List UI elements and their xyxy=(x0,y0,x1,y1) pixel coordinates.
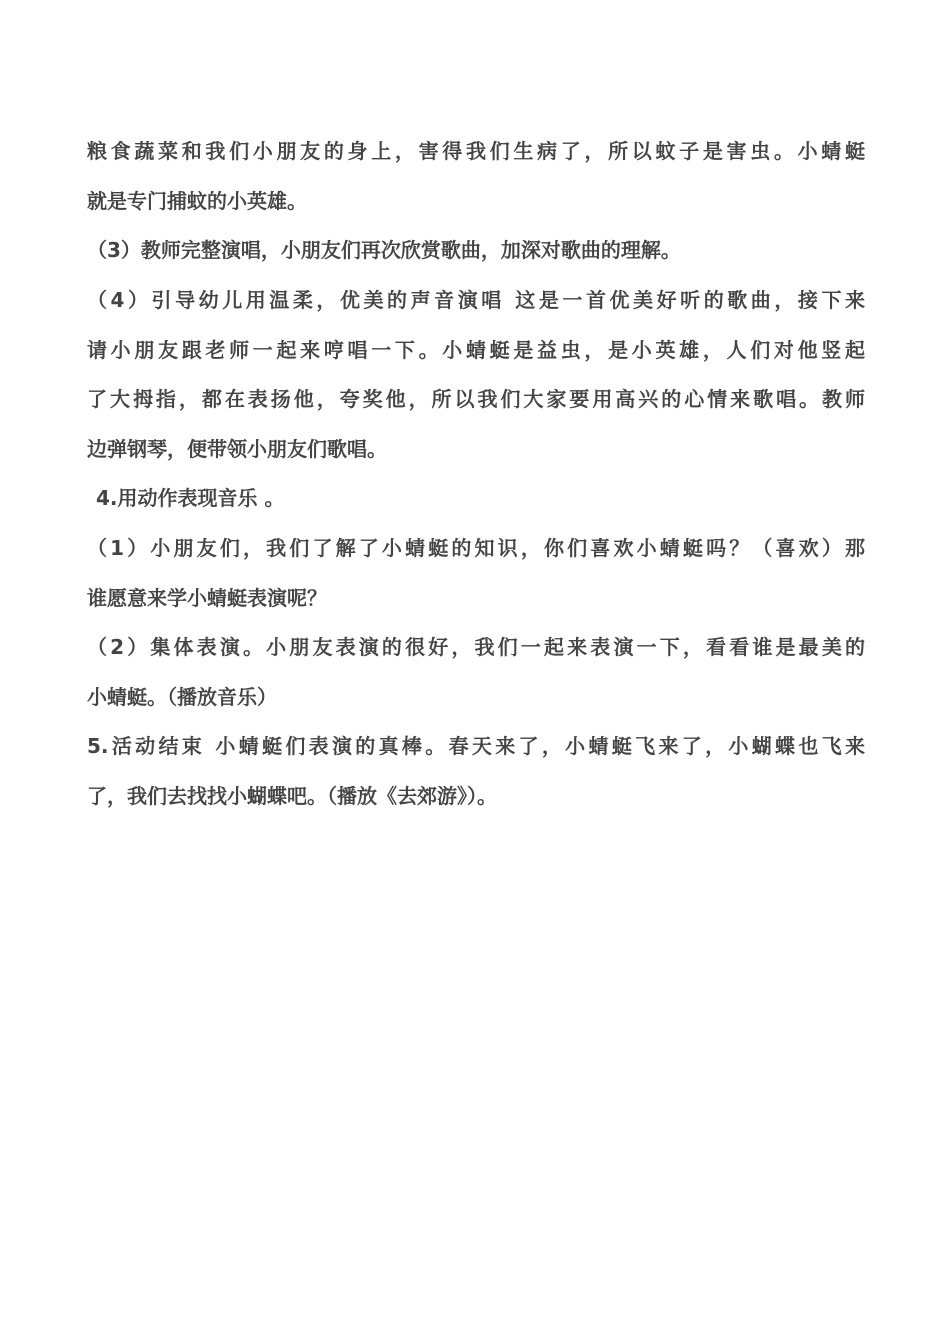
text-line-10: 谁愿意来学小蜻蜓表演呢？ xyxy=(87,586,327,610)
text-line-1: 粮食蔬菜和我们小朋友的身上，害得我们生病了，所以蚊子是害虫。小蜻蜓 xyxy=(87,139,865,163)
text-line-14: 了，我们去找找小蝴蝶吧。（播放《去郊游》）。 xyxy=(87,784,497,808)
text-line-12: 小蜻蜓。（播放音乐） xyxy=(87,685,277,709)
text-line-4: （4）引导幼儿用温柔，优美的声音演唱 这是一首优美好听的歌曲，接下来 xyxy=(87,288,865,312)
text-line-9: （1）小朋友们，我们了解了小蜻蜓的知识，你们喜欢小蜻蜓吗？（喜欢）那 xyxy=(87,536,865,560)
text-line-5: 请小朋友跟老师一起来哼唱一下。小蜻蜓是益虫，是小英雄，人们对他竖起 xyxy=(87,338,865,362)
text-line-11: （2）集体表演。小朋友表演的很好，我们一起来表演一下，看看谁是最美的 xyxy=(87,635,865,659)
text-line-2: 就是专门捕蚊的小英雄。 xyxy=(87,189,307,213)
text-line-3: （3）教师完整演唱，小朋友们再次欣赏歌曲，加深对歌曲的理解。 xyxy=(87,238,681,262)
text-line-13: 5.活动结束 小蜻蜓们表演的真棒。春天来了，小蜻蜓飞来了，小蝴蝶也飞来 xyxy=(87,734,865,758)
text-line-6: 了大拇指，都在表扬他，夸奖他，所以我们大家要用高兴的心情来歌唱。教师 xyxy=(87,387,865,411)
text-line-7: 边弹钢琴，便带领小朋友们歌唱。 xyxy=(87,437,387,461)
text-line-8: 4.用动作表现音乐 。 xyxy=(96,486,285,510)
